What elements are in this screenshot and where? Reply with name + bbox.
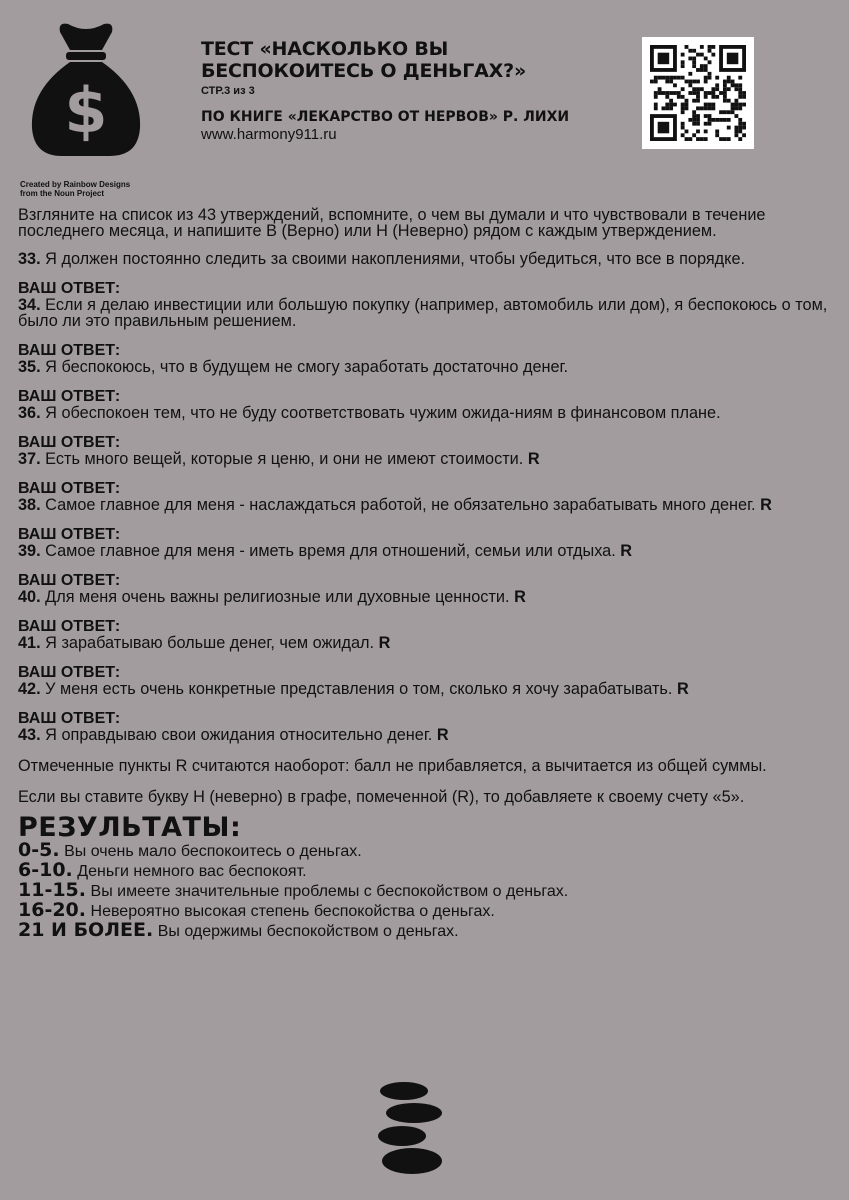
balanced-stones-icon	[374, 1081, 444, 1181]
question-item	[18, 451, 840, 467]
result-item	[18, 881, 840, 901]
scoring-note: Если вы ставите букву Н (неверно) в графе, помеченной (R), то добавляете к своему счету «5».	[18, 788, 745, 806]
page-title-line2: БЕСПОКОИТЕСЬ О ДЕНЬГАХ?»	[201, 60, 527, 82]
question-text: Я должен постоянно следить за своими накоплениями, чтобы убедиться, что все в порядке.	[45, 250, 746, 268]
question-item	[18, 251, 840, 267]
question-number: 43.	[18, 726, 41, 744]
question-text: Я обеспокоен тем, что не буду соответствовать чужим ожида-ниям в финансовом плане.	[45, 404, 721, 422]
question-text: Самое главное для меня - наслаждаться работой, не обязательно зарабатывать много денег.	[45, 496, 756, 514]
question-text: Самое главное для меня - иметь время для отношений, семьи или отдыха.	[45, 542, 616, 560]
result-item	[18, 901, 840, 921]
result-text: Вы очень мало беспокоитесь о деньгах.	[64, 843, 362, 860]
result-text: Невероятно высокая степень беспокойства о деньгах.	[90, 903, 495, 920]
answer-label: ВАШ ОТВЕТ:	[18, 434, 121, 451]
question-number: 33.	[18, 250, 41, 268]
result-text: Вы одержимы беспокойством о деньгах.	[157, 923, 459, 940]
reverse-mark: R	[527, 450, 540, 468]
question-item	[18, 497, 840, 513]
question-text: У меня есть очень конкретные представления о том, сколько я хочу зарабатывать.	[45, 680, 673, 698]
answer-label: ВАШ ОТВЕТ:	[18, 388, 121, 405]
results-title: РЕЗУЛЬТАТЫ:	[18, 812, 242, 843]
question-item	[18, 405, 840, 421]
question-item	[18, 359, 840, 375]
page-number: СТР.3 из 3	[201, 85, 255, 97]
instructions: Взгляните на список из 43 утверждений, вспомните, о чем вы думали и что чувствовали в течение последнего месяца, и напишите В (Верно) или Н (Неверно) рядом с каждым утверждением.	[18, 206, 766, 240]
page-title-line1: ТЕСТ «НАСКОЛЬКО ВЫ	[201, 38, 449, 60]
question-number: 34.	[18, 296, 41, 314]
result-range: 11-15.	[18, 879, 86, 901]
result-range: 16-20.	[18, 899, 86, 921]
reverse-note: Отмеченные пункты R считаются наоборот: балл не прибавляется, а вычитается из общей суммы.	[18, 757, 767, 775]
question-item	[18, 727, 840, 743]
reverse-mark: R	[436, 726, 449, 744]
result-range: 6-10.	[18, 859, 73, 881]
reverse-mark: R	[378, 634, 391, 652]
result-item	[18, 841, 840, 861]
question-item	[18, 635, 840, 651]
result-range: 21 И БОЛЕЕ.	[18, 919, 154, 941]
question-number: 42.	[18, 680, 41, 698]
test-content	[18, 207, 840, 941]
answer-label: ВАШ ОТВЕТ:	[18, 664, 121, 681]
credit-line2: from the Noun Project	[20, 189, 105, 198]
question-number: 41.	[18, 634, 41, 652]
question-number: 36.	[18, 404, 41, 422]
reverse-mark: R	[620, 542, 633, 560]
answer-label: ВАШ ОТВЕТ:	[18, 710, 121, 727]
answer-label: ВАШ ОТВЕТ:	[18, 526, 121, 543]
header	[0, 0, 849, 200]
question-number: 38.	[18, 496, 41, 514]
answer-label: ВАШ ОТВЕТ:	[18, 572, 121, 589]
question-number: 35.	[18, 358, 41, 376]
title-block	[201, 38, 621, 143]
question-number: 40.	[18, 588, 41, 606]
answer-label: ВАШ ОТВЕТ:	[18, 280, 121, 297]
result-text: Деньги немного вас беспокоят.	[77, 863, 307, 880]
credit-line1: Created by Rainbow Designs	[20, 180, 131, 189]
result-item	[18, 921, 840, 941]
answer-label: ВАШ ОТВЕТ:	[18, 618, 121, 635]
question-text: Я зарабатываю больше денег, чем ожидал.	[45, 634, 375, 652]
credit	[20, 180, 130, 198]
answer-label: ВАШ ОТВЕТ:	[18, 480, 121, 497]
question-text: Если я делаю инвестиции или большую покупку (например, автомобиль или дом), я беспокоюсь о том, было ли это правильным решением.	[18, 296, 828, 330]
qr-code-icon[interactable]	[642, 37, 754, 149]
answer-label: ВАШ ОТВЕТ:	[18, 342, 121, 359]
result-text: Вы имеете значительные проблемы с беспокойством о деньгах.	[90, 883, 569, 900]
reverse-mark: R	[514, 588, 526, 606]
results-list	[18, 841, 840, 941]
question-item	[18, 589, 840, 605]
result-range: 0-5.	[18, 839, 60, 861]
website-link[interactable]: www.harmony911.ru	[201, 126, 337, 143]
question-text: Для меня очень важны религиозные или духовные ценности.	[45, 588, 510, 606]
question-list	[18, 251, 840, 743]
reverse-mark: R	[760, 496, 772, 514]
question-text: Есть много вещей, которые я ценю, и они не имеют стоимости.	[45, 450, 524, 468]
question-number: 37.	[18, 450, 41, 468]
question-item	[18, 543, 840, 559]
question-item	[18, 681, 840, 697]
question-item	[18, 297, 840, 329]
reverse-mark: R	[676, 680, 689, 698]
dollar-symbol: $	[64, 74, 108, 147]
book-reference: ПО КНИГЕ «ЛЕКАРСТВО ОТ НЕРВОВ» Р. ЛИХИ	[201, 109, 570, 125]
money-bag-icon	[30, 20, 142, 160]
result-item	[18, 861, 840, 881]
question-text: Я беспокоюсь, что в будущем не смогу заработать достаточно денег.	[45, 358, 569, 376]
question-number: 39.	[18, 542, 41, 560]
question-text: Я оправдываю свои ожидания относительно денег.	[45, 726, 433, 744]
